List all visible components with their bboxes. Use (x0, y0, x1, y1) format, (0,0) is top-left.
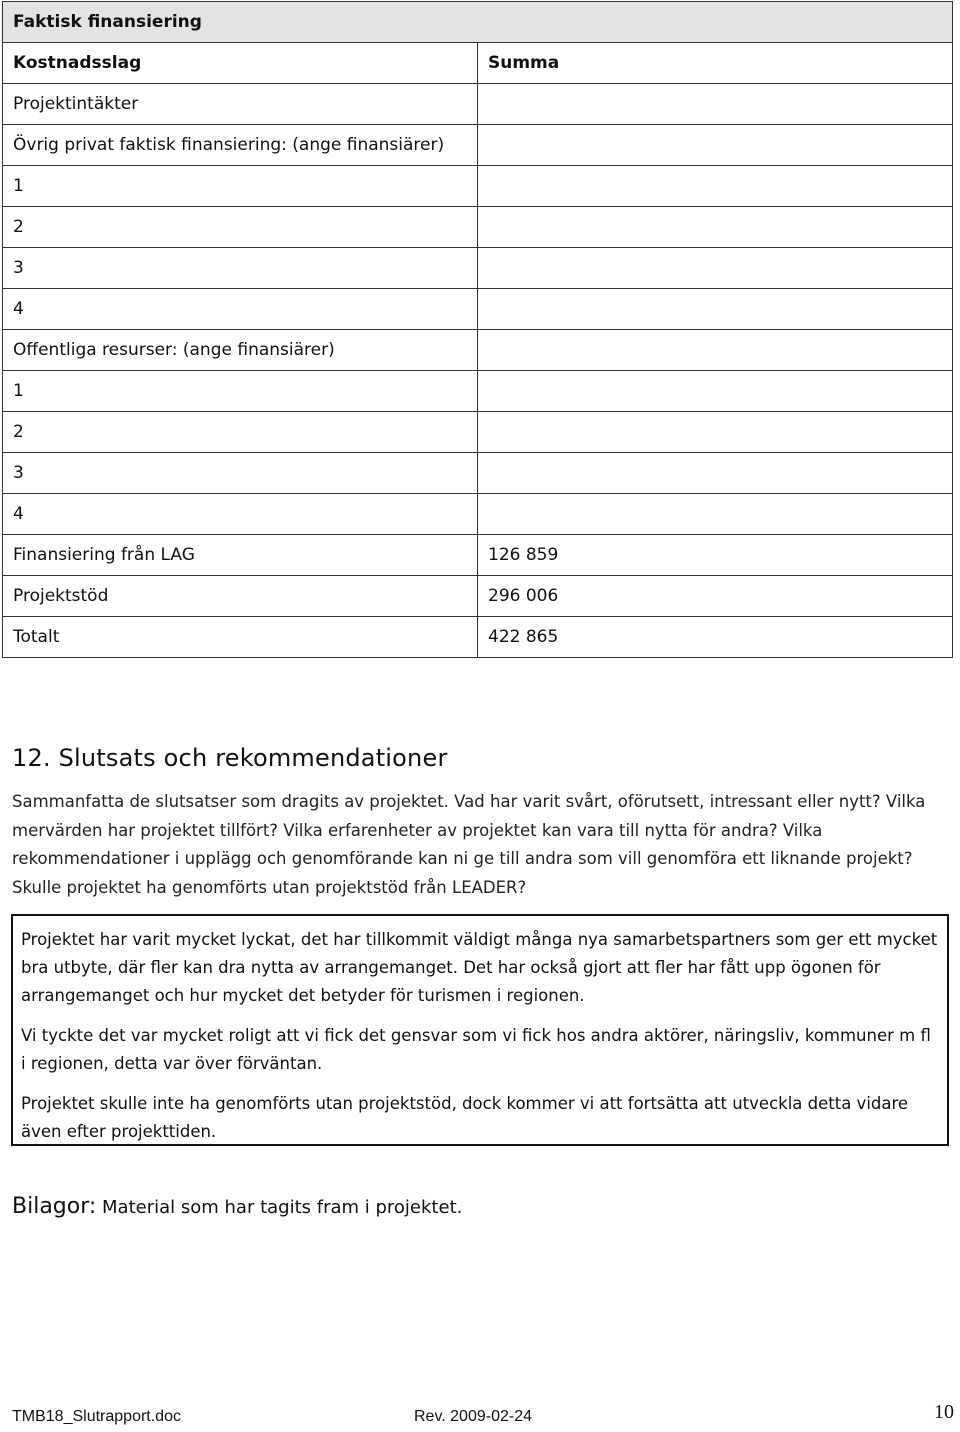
conclusions-section (12, 744, 942, 902)
row-label: 2 (3, 207, 478, 248)
footer-revision: Rev. 2009-02-24 (414, 1408, 532, 1425)
table-row (3, 535, 953, 576)
row-label: Finansiering från LAG (3, 535, 478, 576)
row-label: Projektstöd (3, 576, 478, 617)
answer-paragraph: Vi tyckte det var mycket roligt att vi fick det gensvar som vi fick hos andra aktörer, näringsliv, kommuner m fl i regionen, detta var över förväntan. (21, 1026, 931, 1073)
row-amount[interactable] (478, 207, 953, 248)
row-label: 2 (3, 412, 478, 453)
answer-box[interactable] (11, 914, 949, 1146)
page-number: 10 (934, 1401, 954, 1423)
row-amount[interactable] (478, 125, 953, 166)
column-header-kostnadsslag: Kostnadsslag (3, 43, 478, 84)
table-row (3, 248, 953, 289)
row-amount[interactable] (478, 494, 953, 535)
table-title-row (3, 2, 953, 43)
row-amount[interactable] (478, 248, 953, 289)
answer-paragraph: Projektet har varit mycket lyckat, det har tillkommit väldigt många nya samarbetspartners som ger ett mycket bra utbyte, där fler kan dra nytta av arrangemanget. Det har också gjort att fler har fått upp ögonen för arrangemanget och hur mycket det betyder för turismen i regionen. (21, 930, 938, 1005)
table-row (3, 494, 953, 535)
table-row (3, 371, 953, 412)
attachments-text: Material som har tagits fram i projektet. (96, 1197, 463, 1218)
table-row (3, 125, 953, 166)
row-label: Projektintäkter (3, 84, 478, 125)
row-label: 4 (3, 494, 478, 535)
row-amount[interactable] (478, 330, 953, 371)
column-header-summa: Summa (478, 43, 953, 84)
footer-filename: TMB18_Slutrapport.doc (12, 1408, 181, 1425)
table-row (3, 576, 953, 617)
table-row (3, 617, 953, 658)
row-amount[interactable] (478, 289, 953, 330)
table-row (3, 412, 953, 453)
section-instructions: Sammanfatta de slutsatser som dragits av projektet. Vad har varit svårt, oförutsett, intressant eller nytt? Vilka mervärden har projektet tillfört? Vilka erfarenheter av projektet kan vara till nytta för andra? Vilka rekommendationer i upplägg och genomförande kan ni ge till andra som vill genomföra ett liknande projekt? Skulle projektet ha genomförts utan projektstöd från LEADER? (12, 792, 926, 897)
row-amount[interactable]: 126 859 (478, 535, 953, 576)
attachments-line (12, 1194, 462, 1219)
row-amount[interactable]: 296 006 (478, 576, 953, 617)
row-label: 3 (3, 248, 478, 289)
row-label: 1 (3, 371, 478, 412)
row-label: 1 (3, 166, 478, 207)
row-amount[interactable] (478, 412, 953, 453)
table-row (3, 166, 953, 207)
financing-table (2, 1, 953, 658)
table-header-row (3, 43, 953, 84)
row-label: Offentliga resurser: (ange finansiärer) (3, 330, 478, 371)
table-row (3, 207, 953, 248)
row-label: Övrig privat faktisk finansiering: (ange finansiärer) (3, 125, 478, 166)
row-amount[interactable]: 422 865 (478, 617, 953, 658)
attachments-label: Bilagor: (12, 1194, 97, 1219)
table-row (3, 330, 953, 371)
row-amount[interactable] (478, 371, 953, 412)
row-label: 4 (3, 289, 478, 330)
row-amount[interactable] (478, 84, 953, 125)
row-label: 3 (3, 453, 478, 494)
table-row (3, 289, 953, 330)
row-amount[interactable] (478, 453, 953, 494)
table-row (3, 453, 953, 494)
row-amount[interactable] (478, 166, 953, 207)
row-label: Totalt (3, 617, 478, 658)
answer-paragraph: Projektet skulle inte ha genomförts utan projektstöd, dock kommer vi att fortsätta att utveckla detta vidare även efter projekttiden. (21, 1094, 909, 1141)
table-row (3, 84, 953, 125)
section-heading: 12. Slutsats och rekommendationer (12, 744, 448, 772)
table-title: Faktisk finansiering (3, 2, 953, 43)
